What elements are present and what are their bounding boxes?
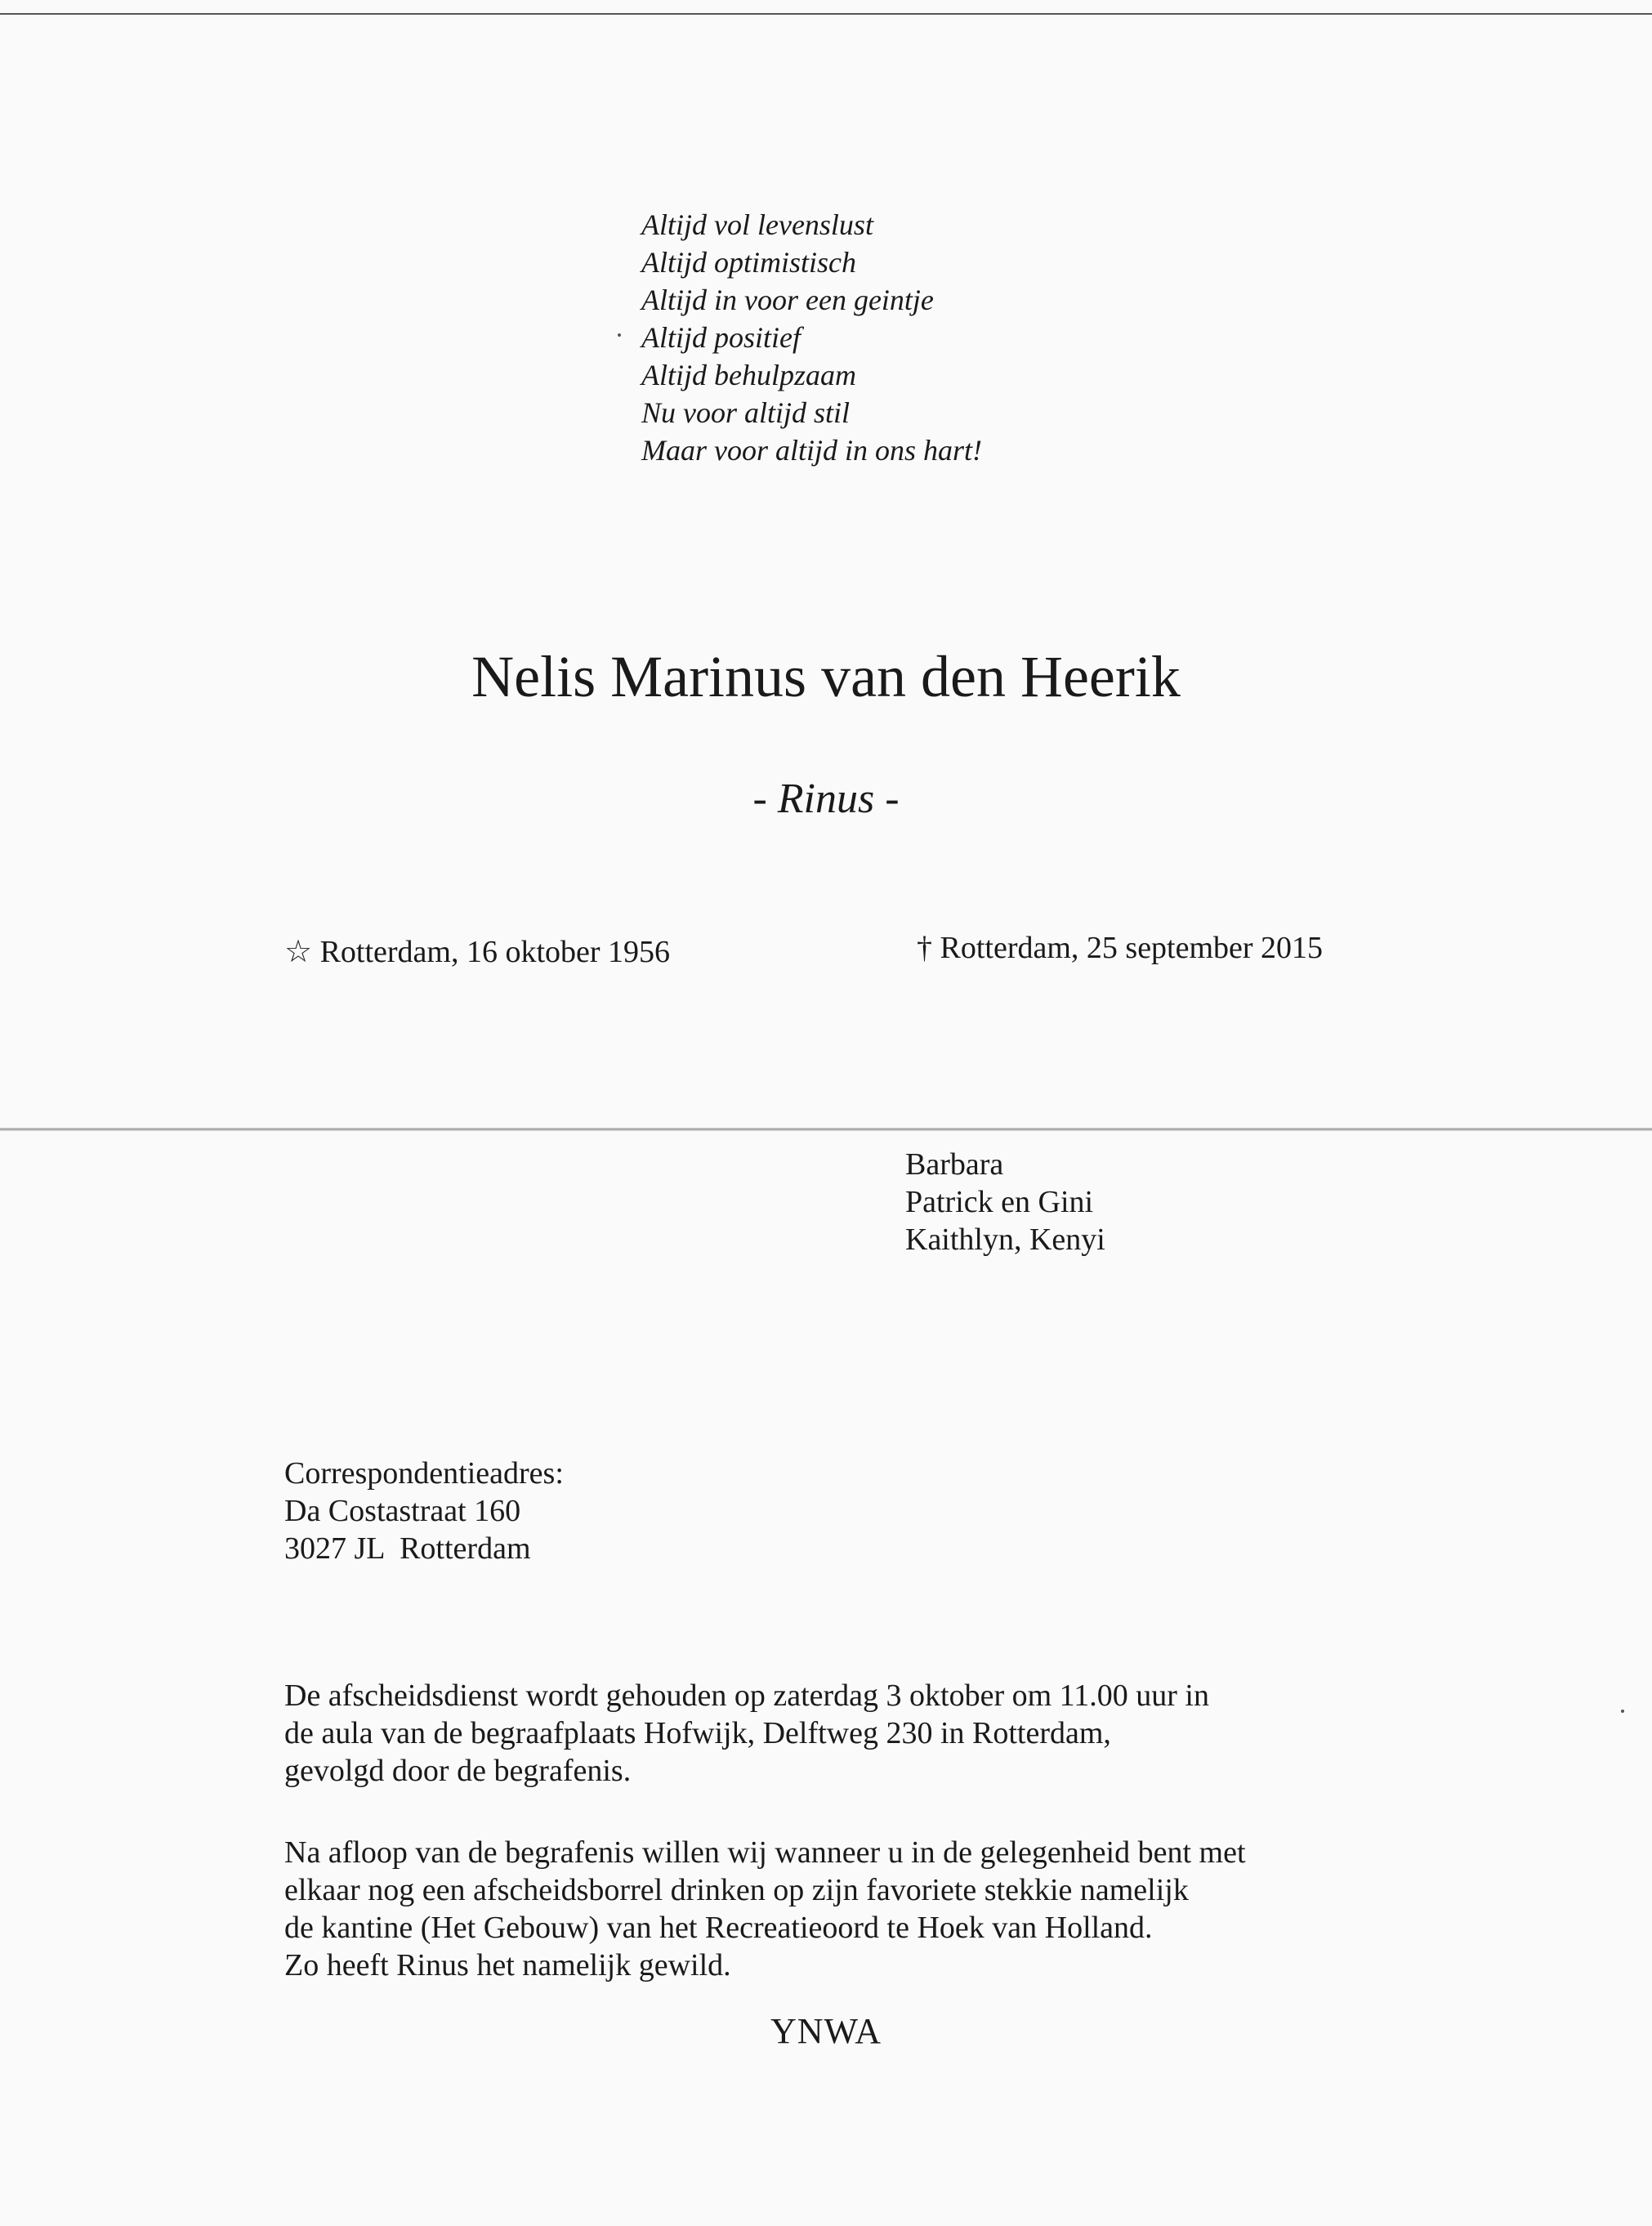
poem bbox=[641, 206, 982, 469]
card-fold-line bbox=[0, 1128, 1652, 1131]
poem-line: Altijd optimistisch bbox=[641, 246, 857, 279]
death-text: Rotterdam, 25 september 2015 bbox=[940, 931, 1324, 965]
card-top-edge bbox=[0, 13, 1652, 15]
address-label: Correspondentieadres: bbox=[284, 1456, 564, 1491]
paragraph-line: gevolgd door de begrafenis. bbox=[284, 1754, 632, 1788]
closing-text: YNWA bbox=[770, 2011, 882, 2051]
service-paragraph bbox=[284, 1677, 1209, 1790]
nickname-prefix: - bbox=[752, 776, 778, 822]
birth-date bbox=[284, 933, 670, 970]
paper-speck bbox=[618, 333, 621, 337]
death-date bbox=[917, 930, 1323, 966]
family-line: Kaithlyn, Kenyi bbox=[905, 1223, 1105, 1257]
nickname-text: Rinus bbox=[777, 776, 875, 822]
nickname-suffix: - bbox=[874, 776, 900, 822]
correspondence-address bbox=[284, 1455, 564, 1567]
paragraph-line: de aula van de begraafplaats Hofwijk, Delftweg 230 in Rotterdam, bbox=[284, 1716, 1111, 1750]
paper-speck bbox=[1621, 1710, 1624, 1713]
poem-line: Maar voor altijd in ons hart! bbox=[641, 434, 983, 467]
address-street: Da Costastraat 160 bbox=[284, 1494, 521, 1528]
paragraph-line: de kantine (Het Gebouw) van het Recreatieoord te Hoek van Holland. bbox=[284, 1911, 1153, 1945]
poem-line: Nu voor altijd stil bbox=[641, 396, 851, 429]
paragraph-line: De afscheidsdienst wordt gehouden op zaterdag 3 oktober om 11.00 uur in bbox=[284, 1678, 1209, 1713]
paragraph-line: Zo heeft Rinus het namelijk gewild. bbox=[284, 1948, 731, 1982]
paragraph-line: elkaar nog een afscheidsborrel drinken op zijn favoriete stekkie namelijk bbox=[284, 1873, 1189, 1907]
family-names bbox=[905, 1146, 1105, 1258]
star-icon: ☆ bbox=[284, 935, 313, 969]
gathering-paragraph bbox=[284, 1834, 1246, 1984]
poem-line: Altijd vol levenslust bbox=[641, 208, 873, 241]
paragraph-line: Na afloop van de begrafenis willen wij wanneer u in de gelegenheid bent met bbox=[284, 1835, 1246, 1870]
deceased-name: Nelis Marinus van den Heerik bbox=[471, 644, 1181, 709]
family-line: Barbara bbox=[905, 1147, 1004, 1182]
birth-text: Rotterdam, 16 oktober 1956 bbox=[319, 935, 671, 969]
address-city: 3027 JL Rotterdam bbox=[284, 1531, 531, 1566]
poem-line: Altijd behulpzaam bbox=[641, 359, 856, 391]
deceased-nickname bbox=[0, 773, 1652, 825]
cross-icon: † bbox=[917, 931, 932, 965]
poem-line: Altijd in voor een geintje bbox=[641, 284, 934, 316]
family-line: Patrick en Gini bbox=[905, 1185, 1094, 1219]
poem-line: Altijd positief bbox=[641, 321, 801, 354]
